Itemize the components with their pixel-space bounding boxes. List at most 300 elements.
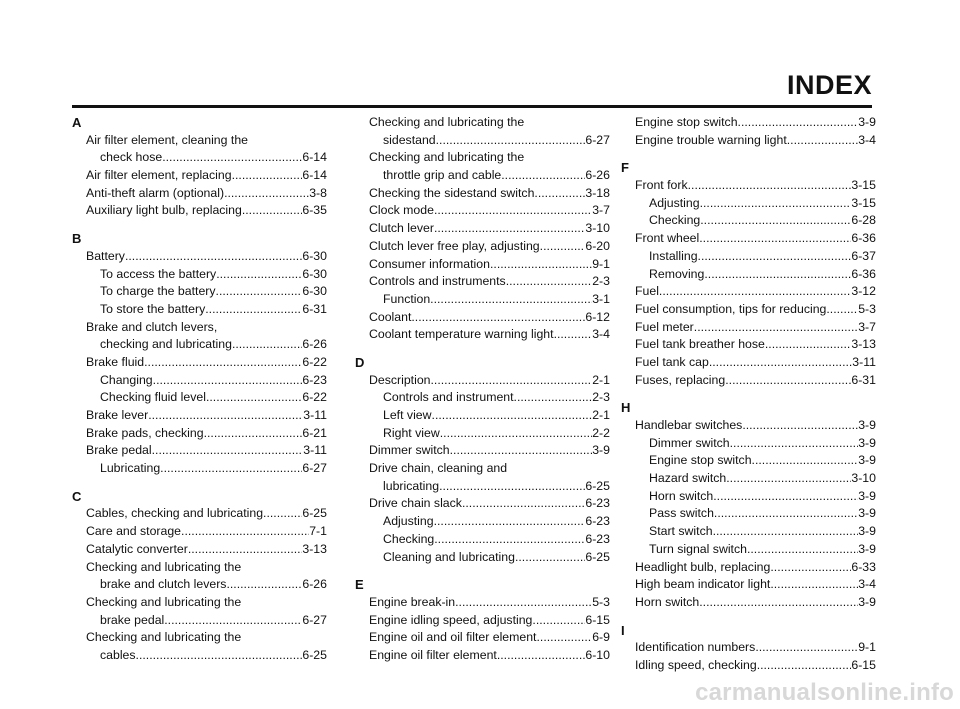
page-number: 6-30 (302, 266, 327, 281)
index-entry (621, 559, 876, 577)
page-number: 6-28 (851, 213, 876, 228)
page-number: 3-9 (858, 506, 876, 521)
section-gap (621, 612, 876, 622)
index-entry (355, 478, 610, 496)
index-entry (355, 326, 610, 344)
dot-leader (699, 230, 851, 248)
dot-leader (204, 425, 303, 443)
entry-text: Clock mode (369, 203, 434, 218)
dot-leader (432, 407, 593, 425)
dot-leader (506, 273, 593, 291)
index-entry (72, 505, 327, 523)
index-subentry (621, 266, 876, 284)
index-entry (72, 248, 327, 266)
index-entry (621, 177, 876, 195)
page-number: 6-30 (302, 248, 327, 263)
index-entry (355, 442, 610, 460)
page-number: 6-25 (585, 549, 610, 564)
entry-text: Horn switch (635, 594, 700, 609)
dot-leader (152, 442, 304, 460)
index-entry (355, 273, 610, 291)
index-entry (72, 647, 327, 665)
page-number: 3-7 (592, 203, 610, 218)
index-entry (355, 220, 610, 238)
dot-leader (164, 612, 302, 630)
index-column-3 (621, 114, 876, 675)
entry-text: Dimmer switch (369, 443, 450, 458)
page-title: INDEX (786, 70, 872, 100)
page-number: 6-27 (585, 132, 610, 147)
dot-leader (698, 248, 852, 266)
dot-leader (136, 647, 303, 665)
page-number: 6-12 (585, 309, 610, 324)
page-number: 6-14 (302, 150, 327, 165)
index-entry (72, 612, 327, 630)
page-number: 5-3 (858, 301, 876, 316)
entry-text: Fuel consumption, tips for reducing (635, 301, 827, 316)
entry-text: To store the battery (100, 301, 206, 316)
entry-text: Catalytic converter (86, 541, 188, 556)
entry-text: Fuel (635, 284, 659, 299)
section-gap (355, 344, 610, 354)
section-gap (72, 478, 327, 488)
index-entry (72, 167, 327, 185)
index-entry (355, 132, 610, 150)
index-subentry (621, 452, 876, 470)
dot-leader (540, 238, 586, 256)
entry-text: Front fork (635, 178, 688, 193)
entry-text: Fuel meter (635, 319, 694, 334)
dot-leader (534, 185, 585, 203)
entry-text: Checking the sidestand switch (369, 185, 535, 200)
entry-text: Engine stop switch (635, 115, 738, 129)
page-number: 3-10 (851, 471, 876, 486)
section-letter: I (621, 622, 625, 638)
page-number: 2-2 (592, 425, 610, 440)
dot-leader (160, 460, 302, 478)
dot-leader (242, 202, 303, 220)
page-number: 7-1 (309, 524, 327, 539)
dot-leader (188, 541, 303, 559)
dot-leader (205, 301, 302, 319)
dot-leader (730, 435, 859, 453)
index-entry (72, 442, 327, 460)
index-entry (355, 309, 610, 327)
entry-text: Fuel tank cap (635, 354, 709, 369)
section-gap (355, 566, 610, 576)
entry-text: Identification numbers (635, 640, 756, 655)
index-subentry (621, 195, 876, 213)
dot-leader (436, 132, 586, 150)
page-number: 6-23 (585, 496, 610, 511)
entry-text: Brake pedal (86, 443, 152, 458)
dot-leader (752, 452, 859, 470)
section-gap (72, 220, 327, 230)
watermark: carmanualsonline.info (695, 679, 954, 706)
section-letter: B (72, 231, 82, 247)
entry-text: checking and lubricating (100, 337, 232, 352)
entry-text: Checking (383, 531, 435, 546)
entry-text: Fuses, replacing (635, 372, 726, 387)
entry-text: Consumer information (369, 256, 490, 271)
entry-text: cables (100, 647, 136, 662)
index-subentry (621, 541, 876, 559)
index-subentry (72, 372, 327, 390)
page-number: 3-13 (302, 541, 327, 556)
index-subentry (621, 248, 876, 266)
page-number: 3-9 (858, 435, 876, 450)
dot-leader (688, 177, 852, 195)
page-number: 6-23 (585, 531, 610, 546)
section-gap (621, 149, 876, 159)
index-column-2 (355, 114, 610, 665)
dot-leader (430, 291, 592, 309)
dot-leader (742, 417, 858, 435)
index-entry (72, 523, 327, 541)
dot-leader (206, 389, 302, 407)
page-number: 6-15 (851, 657, 876, 672)
index-entry (621, 594, 876, 612)
page-number: 6-30 (302, 284, 327, 299)
dot-leader (434, 513, 586, 531)
section-letter: A (72, 115, 82, 130)
entry-text: Coolant temperature warning light (369, 327, 554, 342)
dot-leader (455, 594, 592, 612)
index-entry (72, 425, 327, 443)
dot-leader (700, 195, 852, 213)
page-number: 6-27 (302, 612, 327, 627)
section-letter: E (355, 577, 364, 593)
dot-leader (770, 576, 858, 594)
dot-leader (125, 248, 302, 266)
page-number: 6-22 (302, 354, 327, 369)
entry-text: Changing (100, 372, 153, 387)
dot-leader (501, 167, 585, 185)
index-entry (72, 336, 327, 354)
index-entry (621, 283, 876, 301)
page-number: 6-22 (302, 390, 327, 405)
entry-text: Installing (649, 248, 698, 263)
section-letter: H (621, 400, 631, 416)
entry-text: Auxiliary light bulb, replacing (86, 203, 242, 218)
page-number: 3-12 (851, 284, 876, 299)
page-number: 3-10 (585, 221, 610, 236)
index-entry (72, 354, 327, 372)
dot-leader (497, 647, 586, 665)
entry-text: Lubricating (100, 461, 161, 476)
entry-text: lubricating (383, 478, 440, 493)
index-entry (72, 541, 327, 559)
page-number: 6-37 (851, 248, 876, 263)
dot-leader (532, 612, 585, 630)
entry-text: Turn signal switch (649, 541, 747, 556)
entry-text: Left view (383, 408, 432, 422)
dot-leader (713, 523, 859, 541)
index-entry-heading: Drive chain, cleaning and (369, 461, 508, 476)
index-subentry (621, 435, 876, 453)
index-entry (621, 301, 876, 319)
page-number: 3-9 (858, 115, 876, 129)
dot-leader (709, 354, 852, 372)
index-entry (355, 256, 610, 274)
dot-leader (216, 266, 302, 284)
page-number: 6-36 (851, 266, 876, 281)
section-letter: F (621, 160, 629, 176)
dot-leader (515, 549, 585, 567)
dot-leader (434, 202, 592, 220)
page-number: 3-4 (858, 577, 876, 592)
index-entry-heading: Brake and clutch levers, (86, 319, 218, 334)
entry-text: sidestand (383, 132, 436, 147)
entry-text: Clutch lever free play, adjusting (369, 238, 540, 253)
page-number: 3-11 (303, 408, 327, 422)
index-entry (621, 230, 876, 248)
section-letter: D (355, 354, 365, 370)
dot-leader (153, 372, 303, 390)
index-subentry (621, 470, 876, 488)
index-subentry (621, 212, 876, 230)
index-entry-heading: Air filter element, cleaning the (86, 132, 248, 147)
page-number: 3-11 (303, 443, 327, 458)
page-number: 6-35 (302, 203, 327, 218)
dot-leader (216, 283, 303, 301)
entry-text: Coolant (369, 309, 412, 324)
index-subentry (621, 523, 876, 541)
dot-leader (765, 336, 851, 354)
entry-text: Horn switch (649, 488, 714, 503)
title-rule (72, 105, 872, 108)
index-entry-heading: Checking and lubricating the (369, 150, 525, 165)
entry-text: Engine trouble warning light (635, 132, 787, 147)
index-entry (355, 185, 610, 203)
page-number: 3-13 (851, 337, 876, 352)
entry-text: brake and clutch levers (100, 577, 227, 592)
index-entry (355, 495, 610, 513)
page-number: 6-25 (585, 478, 610, 493)
dot-leader (411, 309, 585, 327)
dot-leader (232, 167, 303, 185)
section-gap (621, 389, 876, 399)
index-entry (72, 149, 327, 167)
page-number: 3-15 (851, 195, 876, 210)
index-subentry (355, 549, 610, 567)
entry-text: Controls and instruments (369, 274, 506, 289)
dot-leader (659, 283, 851, 301)
entry-text: Brake fluid (86, 354, 145, 369)
index-entry (621, 354, 876, 372)
entry-text: Drive chain slack (369, 496, 462, 511)
entry-text: Fuel tank breather hose (635, 337, 765, 352)
dot-leader (462, 495, 585, 513)
dot-leader (738, 114, 859, 132)
page-number: 6-36 (851, 231, 876, 246)
dot-leader (554, 326, 593, 344)
entry-text: Adjusting (383, 514, 434, 529)
entry-text: Handlebar switches (635, 418, 743, 432)
entry-text: Engine break-in (369, 594, 456, 609)
page-number: 6-21 (302, 425, 327, 440)
dot-leader (747, 541, 858, 559)
index-entry (72, 185, 327, 203)
entry-text: Dimmer switch (649, 435, 730, 450)
page-number: 3-7 (858, 319, 876, 334)
page-number: 3-9 (858, 524, 876, 539)
entry-text: Engine oil and oil filter element (369, 630, 537, 645)
index-column-1 (72, 114, 327, 665)
dot-leader (770, 559, 851, 577)
page-number: 6-26 (302, 577, 327, 592)
index-entry (72, 576, 327, 594)
page-number: 6-10 (585, 647, 610, 662)
dot-leader (713, 488, 858, 506)
index-subentry (621, 488, 876, 506)
page-number: 2-1 (592, 372, 610, 387)
index-entry (355, 372, 610, 390)
index-entry-heading: Checking and lubricating the (86, 630, 242, 645)
page-number: 3-9 (858, 541, 876, 556)
index-entry-heading: Checking and lubricating the (86, 559, 242, 574)
page-number: 3-4 (858, 132, 876, 147)
index-subentry (355, 389, 610, 407)
index-entry (621, 319, 876, 337)
section-letter: C (72, 488, 82, 504)
dot-leader (699, 594, 858, 612)
dot-leader (434, 531, 585, 549)
index-subentry (355, 425, 610, 443)
page-number: 6-9 (592, 630, 610, 645)
page-number: 9-1 (858, 640, 876, 655)
page-number: 2-1 (592, 408, 610, 422)
page-number: 2-3 (592, 274, 610, 289)
entry-text: High beam indicator light (635, 577, 771, 592)
page-number: 3-15 (851, 178, 876, 193)
index-entry (355, 612, 610, 630)
page-number: 6-14 (302, 168, 327, 183)
index-subentry (72, 283, 327, 301)
index-entry (621, 114, 876, 132)
entry-text: Engine oil filter element (369, 647, 497, 662)
dot-leader (694, 319, 858, 337)
entry-text: Start switch (649, 524, 713, 539)
entry-text: To access the battery (100, 266, 217, 281)
index-entry (621, 336, 876, 354)
page-number: 3-9 (858, 453, 876, 468)
entry-text: Hazard switch (649, 471, 727, 486)
index-entry (72, 407, 327, 425)
dot-leader (725, 372, 851, 390)
page-number: 6-31 (302, 301, 327, 316)
entry-text: Idling speed, checking (635, 657, 757, 672)
index-subentry (72, 301, 327, 319)
index-entry-heading: Checking and lubricating the (369, 115, 525, 129)
entry-text: Controls and instrument (383, 390, 514, 405)
entry-text: Checking (649, 213, 701, 228)
dot-leader (181, 523, 309, 541)
index-subentry (355, 531, 610, 549)
page-number: 9-1 (592, 256, 610, 271)
page-number: 3-8 (309, 185, 327, 200)
dot-leader (700, 212, 851, 230)
index-entry-heading: Checking and lubricating the (86, 594, 242, 609)
dot-leader (226, 576, 302, 594)
page-number: 3-11 (852, 354, 876, 369)
index-subentry (621, 505, 876, 523)
index-entry (355, 647, 610, 665)
dot-leader (757, 657, 852, 675)
entry-text: Cleaning and lubricating (383, 549, 515, 564)
index-subentry (355, 513, 610, 531)
index-entry (355, 594, 610, 612)
page-number: 3-1 (592, 291, 610, 306)
dot-leader (787, 132, 858, 150)
index-entry (355, 238, 610, 256)
dot-leader (144, 354, 302, 372)
dot-leader (263, 505, 302, 523)
page-number: 6-26 (585, 168, 610, 183)
dot-leader (434, 220, 585, 238)
dot-leader (439, 478, 585, 496)
index-entry (621, 372, 876, 390)
page-number: 6-20 (585, 238, 610, 253)
index-entry (355, 629, 610, 647)
entry-text: brake pedal (100, 612, 165, 627)
entry-text: Right view (383, 425, 440, 440)
page-number: 3-9 (858, 418, 876, 432)
dot-leader (514, 389, 593, 407)
entry-text: Air filter element, replacing (86, 168, 232, 183)
page-number: 6-25 (302, 647, 327, 662)
page-number: 2-3 (592, 390, 610, 405)
dot-leader (536, 629, 592, 647)
dot-leader (726, 470, 851, 488)
index-subentry (72, 460, 327, 478)
index-subentry (72, 266, 327, 284)
entry-text: Headlight bulb, replacing (635, 559, 771, 574)
entry-text: Clutch lever (369, 221, 434, 236)
page-number: 6-23 (585, 514, 610, 529)
page-number: 3-18 (585, 185, 610, 200)
entry-text: Engine idling speed, adjusting (369, 612, 533, 627)
entry-text: Front wheel (635, 231, 700, 246)
entry-text: Brake lever (86, 408, 149, 422)
page-number: 6-26 (302, 337, 327, 352)
index-entry (621, 417, 876, 435)
index-entry (621, 657, 876, 675)
page-number: 3-4 (592, 327, 610, 342)
entry-text: Battery (86, 248, 125, 263)
entry-text: Anti-theft alarm (optional) (86, 185, 225, 200)
entry-text: check hose (100, 150, 163, 165)
dot-leader (224, 185, 309, 203)
entry-text: Cables, checking and lubricating (86, 506, 264, 521)
entry-text: To charge the battery (100, 284, 216, 299)
index-entry (355, 167, 610, 185)
page-number: 3-9 (592, 443, 610, 458)
page-number: 6-33 (851, 559, 876, 574)
entry-text: throttle grip and cable (383, 168, 502, 183)
page-number: 6-31 (851, 372, 876, 387)
index-entry (72, 202, 327, 220)
index-subentry (355, 291, 610, 309)
page-number: 6-15 (585, 612, 610, 627)
dot-leader (232, 336, 302, 354)
entry-text: Engine stop switch (649, 453, 752, 468)
page-number: 3-9 (858, 594, 876, 609)
page-number: 5-3 (592, 594, 610, 609)
dot-leader (714, 505, 858, 523)
dot-leader (704, 266, 851, 284)
entry-text: Description (369, 372, 431, 387)
